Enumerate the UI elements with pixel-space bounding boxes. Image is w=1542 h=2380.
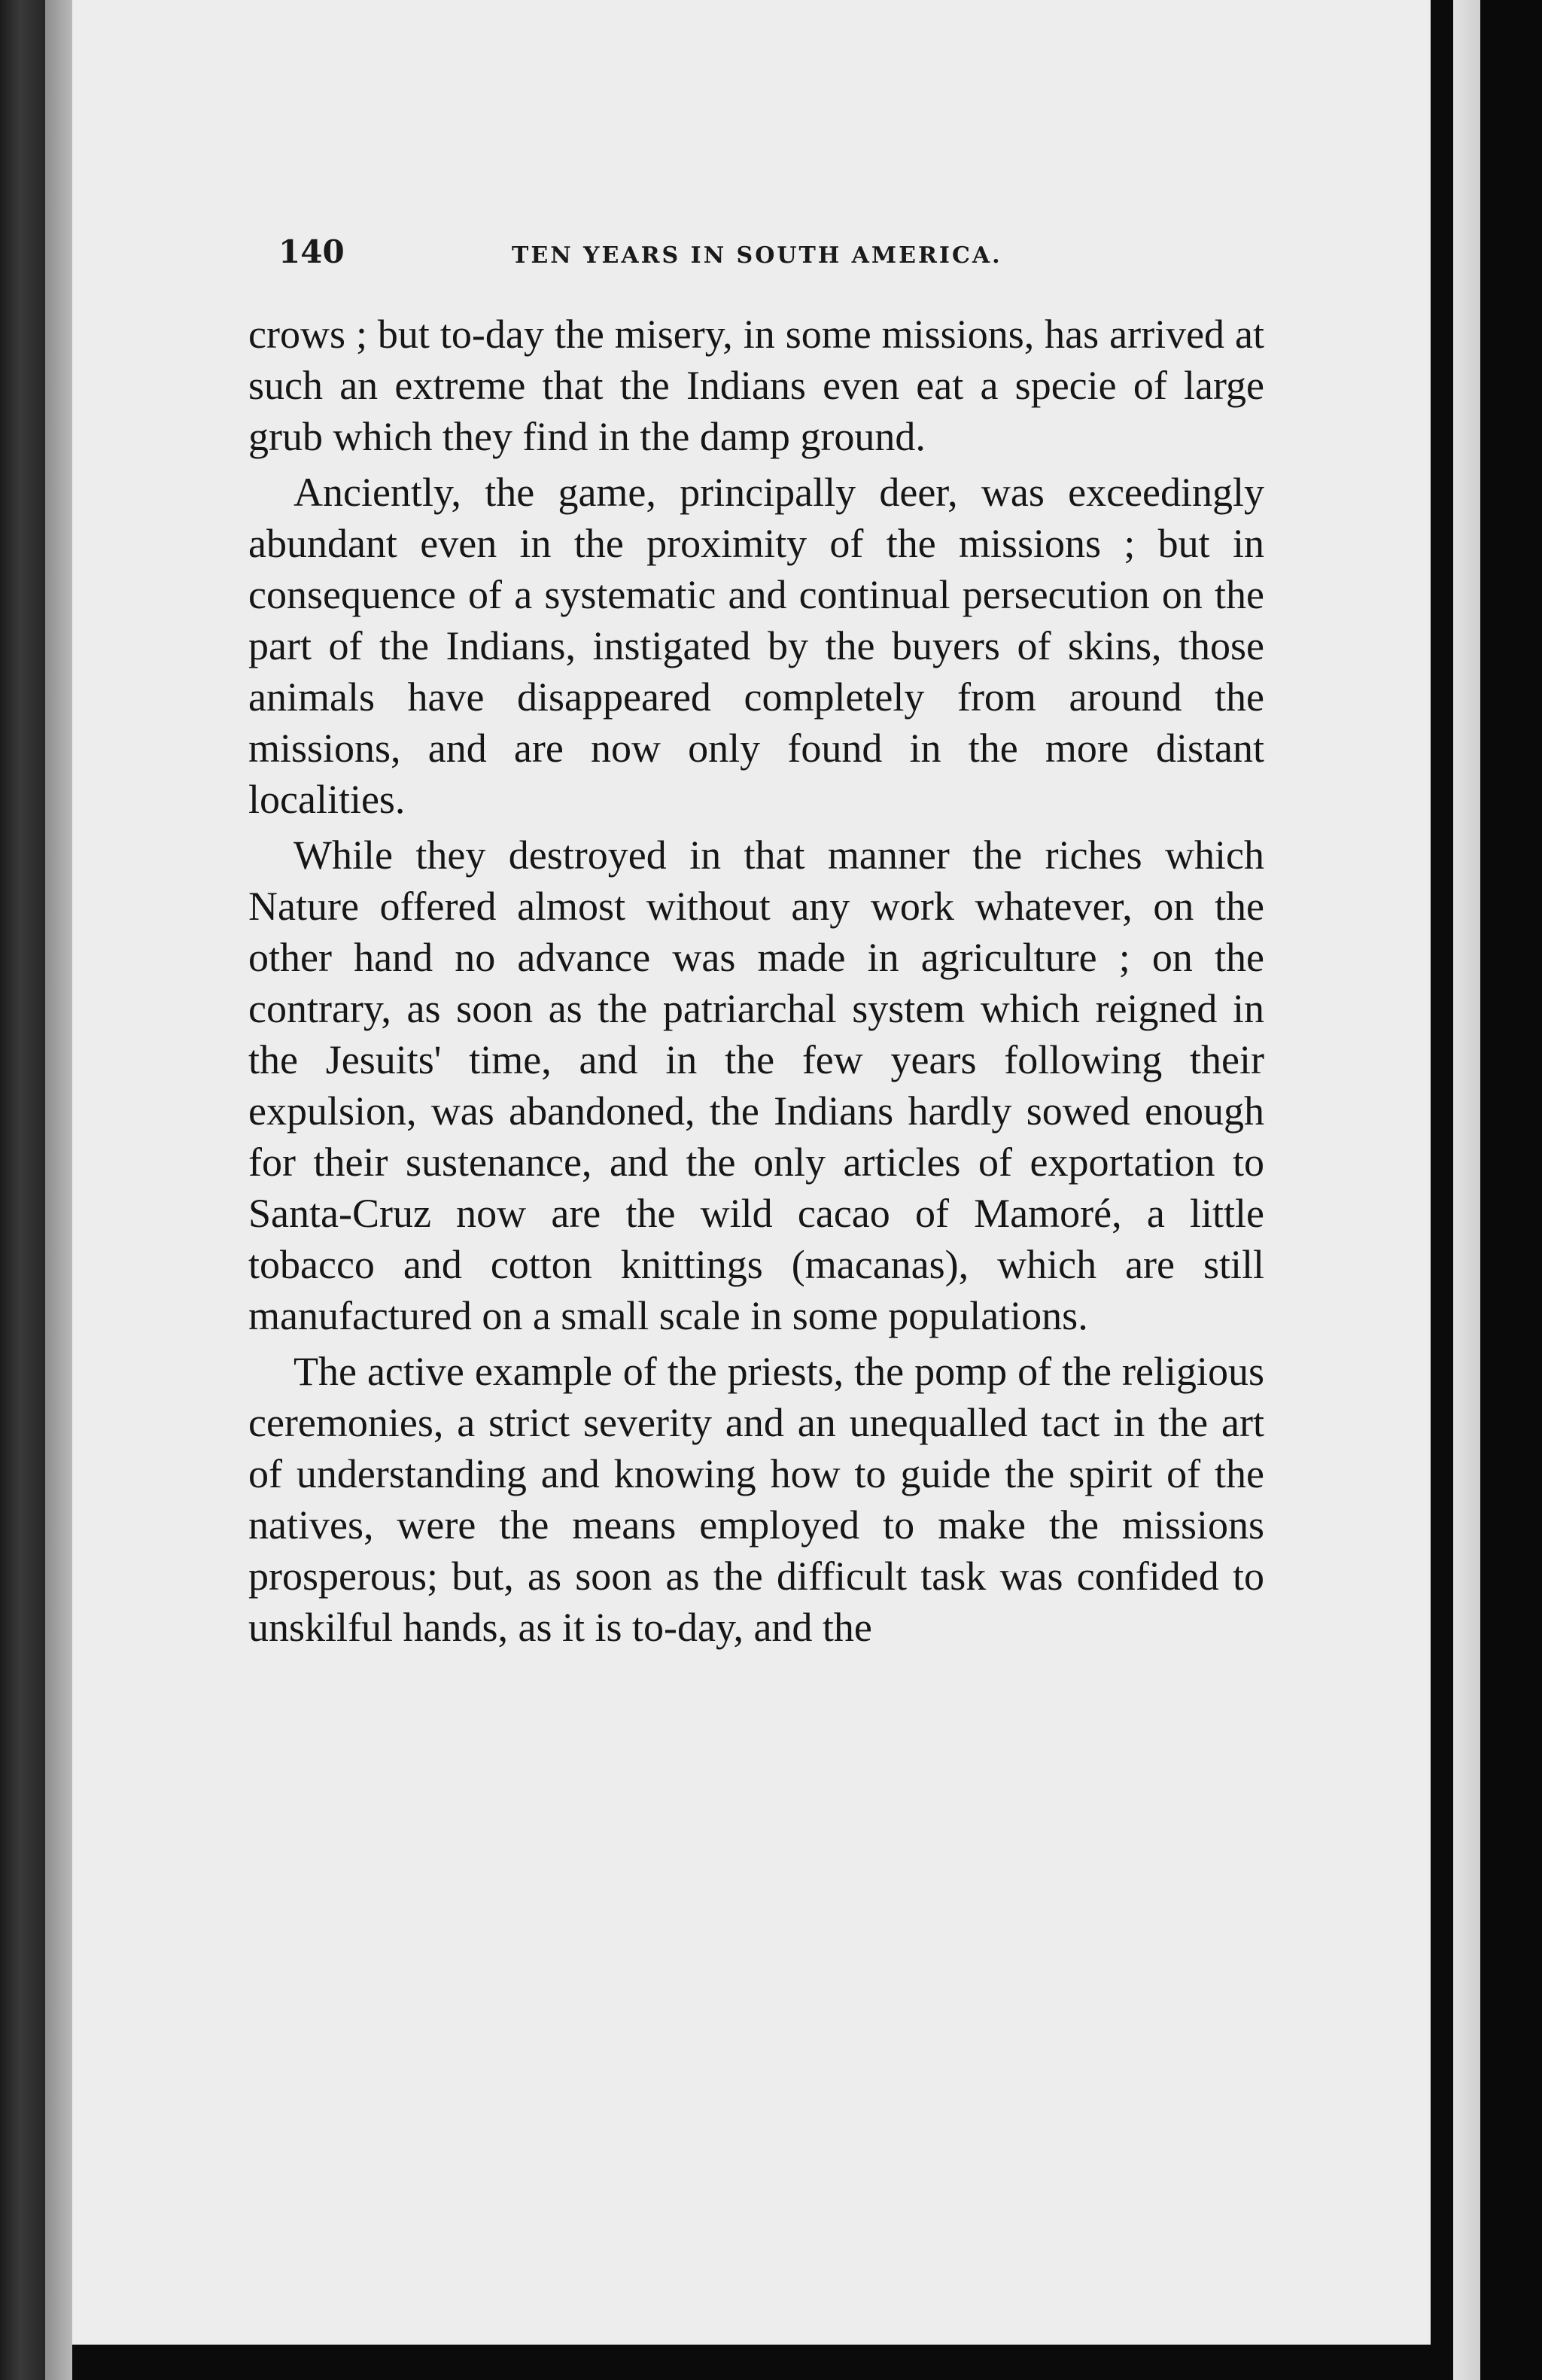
- paragraph: Anciently, the game, principally deer, was exceedingly abundant even in the proximity of the missions ; but in consequence of a systematic and continual persecution on the part of the Indians, instigated by the buyers of skins, those animals have disappeared completely from around the missions, and are now only found in the more distant localities.: [248, 470, 1264, 822]
- page-gutter: [1431, 0, 1453, 2380]
- book-binding: [0, 0, 45, 2380]
- previous-leaf-edge: [45, 0, 72, 2380]
- page-number: 140: [278, 233, 345, 270]
- paragraph: While they destroyed in that manner the riches which Nature offered almost without any work whatever, on the other hand no advance was made in agriculture ; on the contrary, as soon as the patriarchal system which reigned in the Jesuits' time, and in the few years following their expulsion, was abandoned, the Indians hardly sowed enough for their sustenance, and the only articles of exportation to Santa-Cruz now are the wild cacao of Mamoré, a little tobacco and cotton knittings (macanas), which are still manufactured on a small scale in some populations.: [248, 832, 1264, 1338]
- next-leaf-edge: [1453, 0, 1480, 2380]
- running-title: TEN YEARS IN SOUTH AMERICA.: [512, 242, 1002, 269]
- paragraph: crows ; but to-day the misery, in some missions, has arrived at such an extreme that the Indians even eat a specie of large grub which they find in the damp ground.: [248, 312, 1264, 459]
- running-head: [278, 233, 1272, 294]
- paragraph: The active example of the priests, the pomp of the religious ceremonies, a strict severity and an unequalled tact in the art of understanding and knowing how to guide the spirit of the natives, were the means employed to make the missions prosperous; but, as soon as the difficult task was confided to unskilful hands, as it is to-day, and the: [248, 1349, 1264, 1650]
- body-text: [248, 309, 1264, 1657]
- bottom-edge: [72, 2345, 1431, 2380]
